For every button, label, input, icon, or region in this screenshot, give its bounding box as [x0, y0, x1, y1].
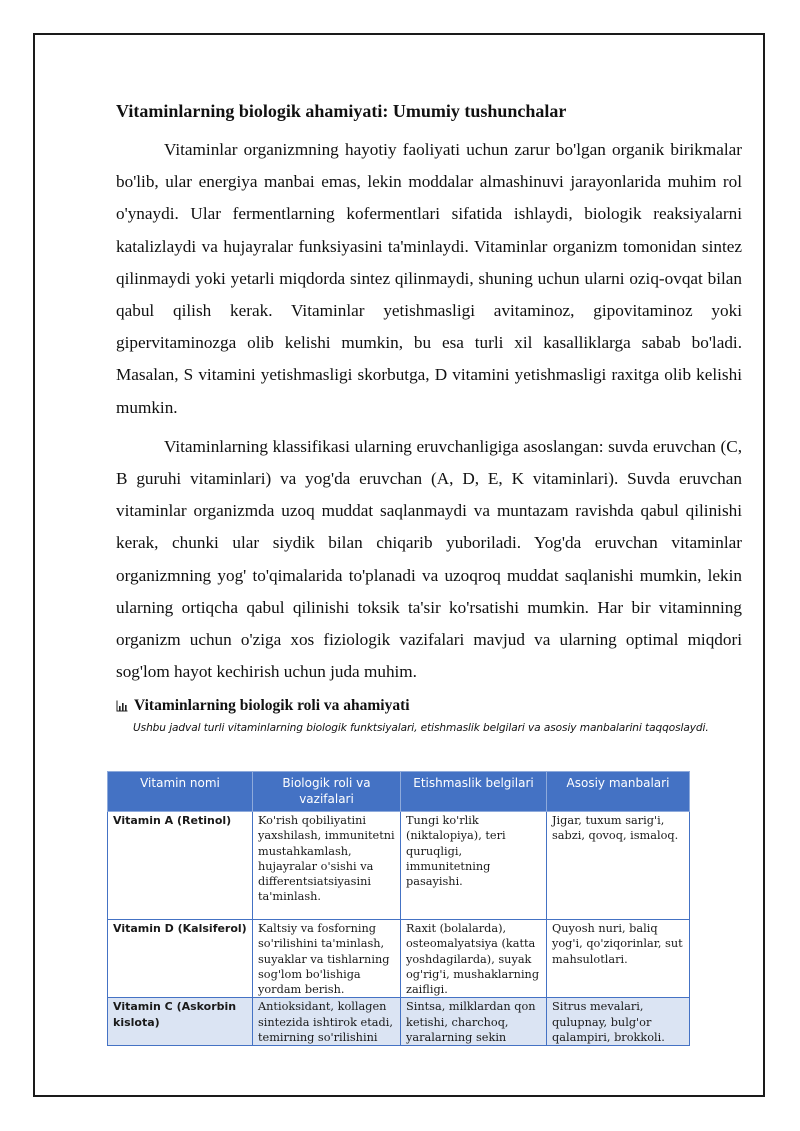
vitamin-table	[107, 771, 690, 1046]
cell-deficiency-signs: Sintsa, milklardan qon ketishi, charchoq, yaralarning sekin	[401, 998, 547, 1046]
table-caption: Ushbu jadval turli vitaminlarning biologik funktsiyalari, etishmaslik belgilari va asosiy manbalarini taqqoslaydi.	[133, 722, 709, 735]
table-row	[108, 998, 690, 1046]
header-deficiency-signs: Etishmaslik belgilari	[401, 772, 547, 812]
table-row	[108, 920, 690, 998]
header-vitamin-name: Vitamin nomi	[108, 772, 253, 812]
bar-chart-icon	[116, 700, 128, 712]
cell-main-sources: Jigar, tuxum sarig'i, sabzi, qovoq, ismaloq.	[547, 812, 690, 920]
cell-biological-role: Ko'rish qobiliyatini yaxshilash, immunitetni mustahkamlash, hujayralar o'sishi va differentsiatsiyasini ta'minlash.	[253, 812, 401, 920]
header-biological-role: Biologik roli va vazifalari	[253, 772, 401, 812]
section-heading: Vitaminlarning biologik ahamiyati: Umumiy tushunchalar	[116, 101, 567, 121]
table-title	[116, 697, 742, 715]
cell-biological-role: Antioksidant, kollagen sintezida ishtirok etadi, temirning so'rilishini	[253, 998, 401, 1046]
cell-main-sources: Quyosh nuri, baliq yog'i, qo'ziqorinlar, sut mahsulotlari.	[547, 920, 690, 998]
table-title-text: Vitaminlarning biologik roli va ahamiyati	[134, 697, 410, 715]
document-body	[116, 98, 742, 739]
paragraph-1: Vitaminlar organizmning hayotiy faoliyati uchun zarur bo'lgan organik birikmalar bo'lib, ular energiya manbai emas, lekin moddalar almashinuvi jarayonlarida muhim rol o'ynaydi. Ular fermentlarning kofermentlari sifatida ishlaydi, biologik reaksiyalarni katalizlaydi va hujayralar funksiyasini ta'minlaydi. Vitaminlar organizm tomonidan sintez qilinmaydi yoki yetarli miqdorda sintez qilinmaydi, shuning uchun ularni oziq-ovqat bilan qabul qilish kerak. Vitaminlar yetishmasligi avitaminoz, gipovitaminoz yoki gipervitaminozga olib kelishi mumkin, bu esa turli xil kasalliklarga sabab bo'ladi. Masalan, S vitamini yetishmasligi skorbutga, D vitamini yetishmasligi raxitga olib kelishi mumkin.	[116, 140, 742, 417]
paragraph-2: Vitaminlarning klassifikasi ularning eruvchanligiga asoslangan: suvda eruvchan (C, B guruhi vitaminlari) va yog'da eruvchan (A, D, E, K vitaminlari). Suvda eruvchan vitaminlar organizmda uzoq muddat saqlanmaydi va muntazam ravishda qabul qilinishi kerak, chunki ular siydik bilan chiqarib yuboriladi. Yog'da eruvchan vitaminlar organizmning yog' to'qimalarida to'planadi va uzoqroq muddat saqlanishi mumkin, lekin ularning ortiqcha qabul qilinishi toksik ta'sir ko'rsatishi mumkin. Har bir vitaminning organizm uchun o'ziga xos fiziologik vazifalari mavjud va ularning optimal miqdori sog'lom hayot kechirish uchun juda muhim.	[116, 436, 742, 682]
table-row	[108, 812, 690, 920]
cell-deficiency-signs: Tungi ko'rlik (niktalopiya), teri quruqligi, immunitetning pasayishi.	[401, 812, 547, 920]
cell-vitamin-name: Vitamin C (Askorbin kislota)	[108, 998, 253, 1046]
cell-vitamin-name: Vitamin D (Kalsiferol)	[108, 920, 253, 998]
cell-biological-role: Kaltsiy va fosforning so'rilishini ta'minlash, suyaklar va tishlarning sog'lom bo'lishiga yordam berish.	[253, 920, 401, 998]
header-main-sources: Asosiy manbalari	[547, 772, 690, 812]
cell-vitamin-name: Vitamin A (Retinol)	[108, 812, 253, 920]
table-header-row	[108, 772, 690, 812]
cell-deficiency-signs: Raxit (bolalarda), osteomalyatsiya (katta yoshdagilarda), suyak og'rig'i, mushaklarning zaifligi.	[401, 920, 547, 998]
cell-main-sources: Sitrus mevalari, qulupnay, bulg'or qalampiri, brokkoli.	[547, 998, 690, 1046]
